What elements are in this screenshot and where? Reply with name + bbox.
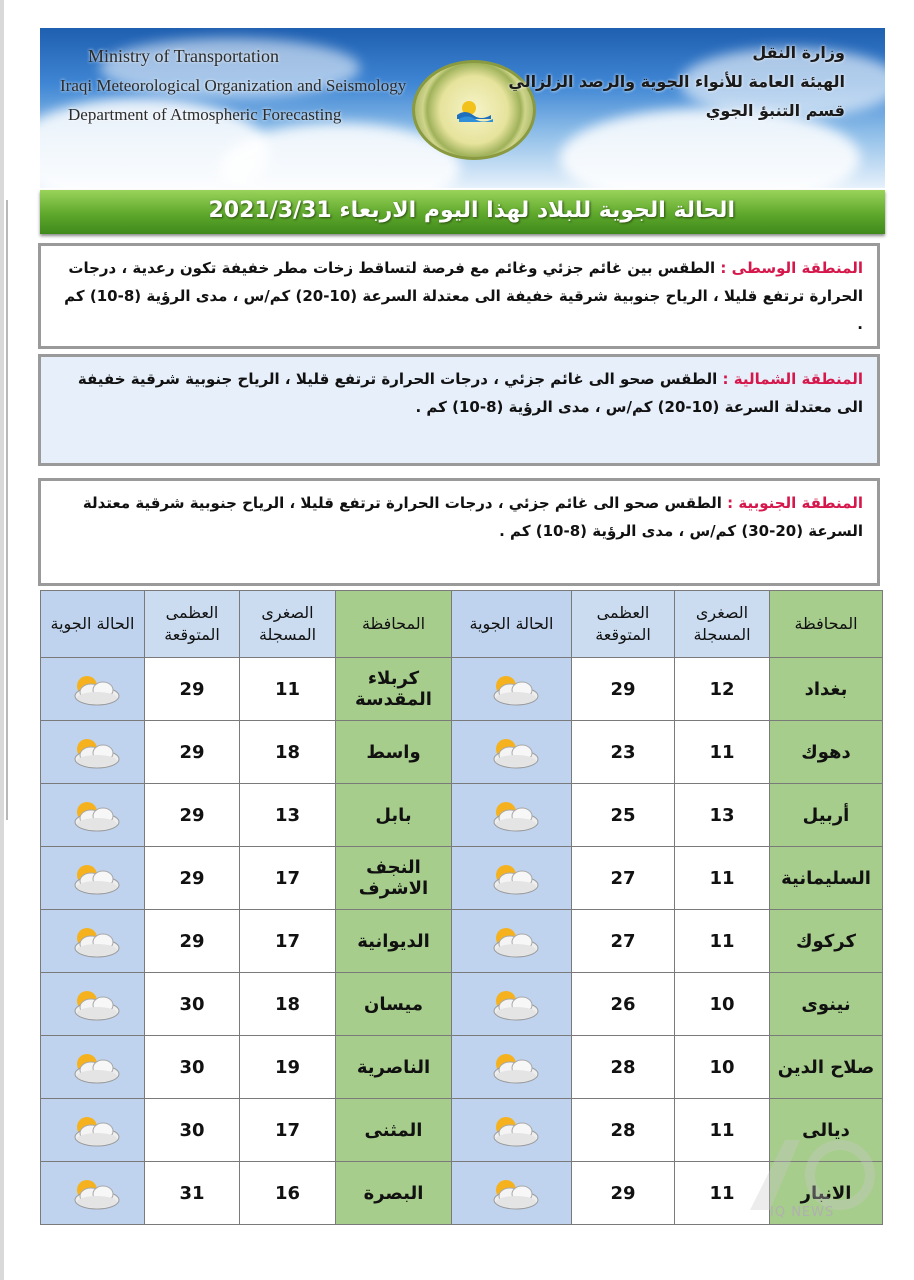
weather-cell (41, 847, 145, 910)
header-banner (40, 28, 885, 188)
partly-cloudy-icon (63, 796, 123, 834)
min-temp-cell: 11 (675, 1162, 770, 1225)
english-header (60, 42, 406, 129)
partly-cloudy-icon (482, 733, 542, 771)
weather-cell (452, 1162, 572, 1225)
region-central (38, 243, 880, 349)
governorate-cell: بغداد (770, 658, 883, 721)
organization-name-en: Iraqi Meteorological Organization and Seismology (60, 76, 407, 95)
governorate-cell: البصرة (336, 1162, 452, 1225)
min-temp-cell: 11 (675, 721, 770, 784)
header-min-recorded: الصغرى المسجلة (675, 591, 770, 658)
weather-cell (41, 721, 145, 784)
region-text: الطقس صحو الى غائم جزئي ، درجات الحرارة ترتفع قليلا ، الرياح جنوبية شرقية خفيفة الى معتدلة السرعة (10-20) كم/س ، مدى الرؤية (8-10) كم . (77, 370, 863, 416)
header-weather: الحالة الجوية (41, 591, 145, 658)
min-temp-cell: 18 (240, 721, 336, 784)
header-governorate: المحافظة (770, 591, 883, 658)
min-temp-cell: 18 (240, 973, 336, 1036)
weather-cell (41, 1162, 145, 1225)
table-row (41, 784, 883, 847)
partly-cloudy-icon (63, 670, 123, 708)
max-temp-cell: 28 (572, 1036, 675, 1099)
header-max-expected: العظمى المتوقعة (145, 591, 240, 658)
logo-emblem-icon (455, 97, 495, 123)
min-temp-cell: 11 (240, 658, 336, 721)
max-temp-cell: 29 (145, 658, 240, 721)
max-temp-cell: 29 (572, 1162, 675, 1225)
region-name: المنطقة الجنوبية : (727, 494, 863, 512)
weather-cell (41, 1036, 145, 1099)
region-name: المنطقة الوسطى : (720, 259, 863, 277)
partly-cloudy-icon (482, 1048, 542, 1086)
region-name: المنطقة الشمالية : (722, 370, 863, 388)
max-temp-cell: 26 (572, 973, 675, 1036)
max-temp-cell: 27 (572, 847, 675, 910)
table-row (41, 910, 883, 973)
weather-cell (452, 847, 572, 910)
max-temp-cell: 31 (145, 1162, 240, 1225)
header-min-recorded: الصغرى المسجلة (240, 591, 336, 658)
table-row (41, 973, 883, 1036)
governorate-cell: ميسان (336, 973, 452, 1036)
max-temp-cell: 29 (145, 910, 240, 973)
max-temp-cell: 23 (572, 721, 675, 784)
min-temp-cell: 16 (240, 1162, 336, 1225)
min-temp-cell: 11 (675, 847, 770, 910)
region-text: الطقس صحو الى غائم جزئي ، درجات الحرارة ترتفع قليلا ، الرياح جنوبية شرقية معتدلة السرعة (20-30) كم/س ، مدى الرؤية (8-10) كم . (82, 494, 863, 540)
min-temp-cell: 10 (675, 973, 770, 1036)
partly-cloudy-icon (63, 1174, 123, 1212)
region-south (38, 478, 880, 586)
partly-cloudy-icon (482, 859, 542, 897)
governorate-cell: أربيل (770, 784, 883, 847)
governorate-cell: واسط (336, 721, 452, 784)
header-governorate: المحافظة (336, 591, 452, 658)
min-temp-cell: 11 (675, 910, 770, 973)
governorate-cell: كربلاء المقدسة (336, 658, 452, 721)
weather-cell (452, 973, 572, 1036)
partly-cloudy-icon (63, 1111, 123, 1149)
weather-cell (41, 973, 145, 1036)
partly-cloudy-icon (63, 859, 123, 897)
min-temp-cell: 19 (240, 1036, 336, 1099)
governorate-cell: بابل (336, 784, 452, 847)
header-weather: الحالة الجوية (452, 591, 572, 658)
min-temp-cell: 13 (675, 784, 770, 847)
governorate-cell: النجف الاشرف (336, 847, 452, 910)
min-temp-cell: 17 (240, 847, 336, 910)
min-temp-cell: 17 (240, 1099, 336, 1162)
weather-cell (452, 658, 572, 721)
weather-cell (41, 1099, 145, 1162)
weather-cell (41, 910, 145, 973)
governorate-cell: الديوانية (336, 910, 452, 973)
partly-cloudy-icon (482, 1174, 542, 1212)
governorate-cell: الانبار (770, 1162, 883, 1225)
partly-cloudy-icon (482, 670, 542, 708)
min-temp-cell: 10 (675, 1036, 770, 1099)
governorate-cell: السليمانية (770, 847, 883, 910)
max-temp-cell: 29 (145, 847, 240, 910)
max-temp-cell: 25 (572, 784, 675, 847)
weather-cell (41, 658, 145, 721)
weather-cell (452, 784, 572, 847)
region-text: الطقس بين غائم جزئي وغائم مع فرصة لتساقط زخات مطر خفيفة تكون رعدية ، درجات الحرارة ترتفع قليلا ، الرياح جنوبية شرقية خفيفة الى معتدلة السرعة (10-20) كم/س ، مدى الرؤية (8-10) كم . (64, 259, 863, 333)
max-temp-cell: 27 (572, 910, 675, 973)
min-temp-cell: 17 (240, 910, 336, 973)
partly-cloudy-icon (63, 1048, 123, 1086)
scroll-indicator (6, 200, 8, 820)
max-temp-cell: 29 (145, 721, 240, 784)
partly-cloudy-icon (63, 985, 123, 1023)
department-name-en: Department of Atmospheric Forecasting (68, 105, 342, 124)
partly-cloudy-icon (482, 1111, 542, 1149)
weather-cell (41, 784, 145, 847)
page-edge (0, 0, 4, 1280)
governorate-cell: كركوك (770, 910, 883, 973)
header-max-expected: العظمى المتوقعة (572, 591, 675, 658)
partly-cloudy-icon (482, 796, 542, 834)
governorate-cell: الناصرية (336, 1036, 452, 1099)
partly-cloudy-icon (482, 922, 542, 960)
max-temp-cell: 30 (145, 973, 240, 1036)
ministry-name-ar: وزارة النقل (752, 43, 845, 62)
weather-cell (452, 1099, 572, 1162)
watermark-text: IQ NEWS (770, 1205, 835, 1220)
table-row (41, 847, 883, 910)
table-row (41, 721, 883, 784)
table-row (41, 1036, 883, 1099)
weather-cell (452, 910, 572, 973)
max-temp-cell: 29 (572, 658, 675, 721)
weather-cell (452, 1036, 572, 1099)
governorate-cell: دهوك (770, 721, 883, 784)
region-north (38, 354, 880, 466)
max-temp-cell: 29 (145, 784, 240, 847)
table-header-row (41, 591, 883, 658)
partly-cloudy-icon (63, 922, 123, 960)
min-temp-cell: 12 (675, 658, 770, 721)
governorate-cell: نينوى (770, 973, 883, 1036)
page-title: الحالة الجوية للبلاد لهذا اليوم الاربعاء 2021/3/31 (208, 198, 735, 223)
department-name-ar: قسم التنبؤ الجوي (705, 101, 845, 120)
partly-cloudy-icon (63, 733, 123, 771)
table-row (41, 658, 883, 721)
ministry-name-en: Ministry of Transportation (88, 46, 280, 66)
governorate-cell: المثنى (336, 1099, 452, 1162)
organization-name-ar: الهيئة العامة للأنواء الجوية والرصد الزلزالي (508, 72, 845, 91)
min-temp-cell: 11 (675, 1099, 770, 1162)
governorate-cell: ديالى (770, 1099, 883, 1162)
min-temp-cell: 13 (240, 784, 336, 847)
arabic-header (508, 38, 845, 125)
max-temp-cell: 28 (572, 1099, 675, 1162)
title-bar (40, 190, 885, 234)
partly-cloudy-icon (482, 985, 542, 1023)
max-temp-cell: 30 (145, 1099, 240, 1162)
weather-cell (452, 721, 572, 784)
governorate-cell: صلاح الدين (770, 1036, 883, 1099)
max-temp-cell: 30 (145, 1036, 240, 1099)
